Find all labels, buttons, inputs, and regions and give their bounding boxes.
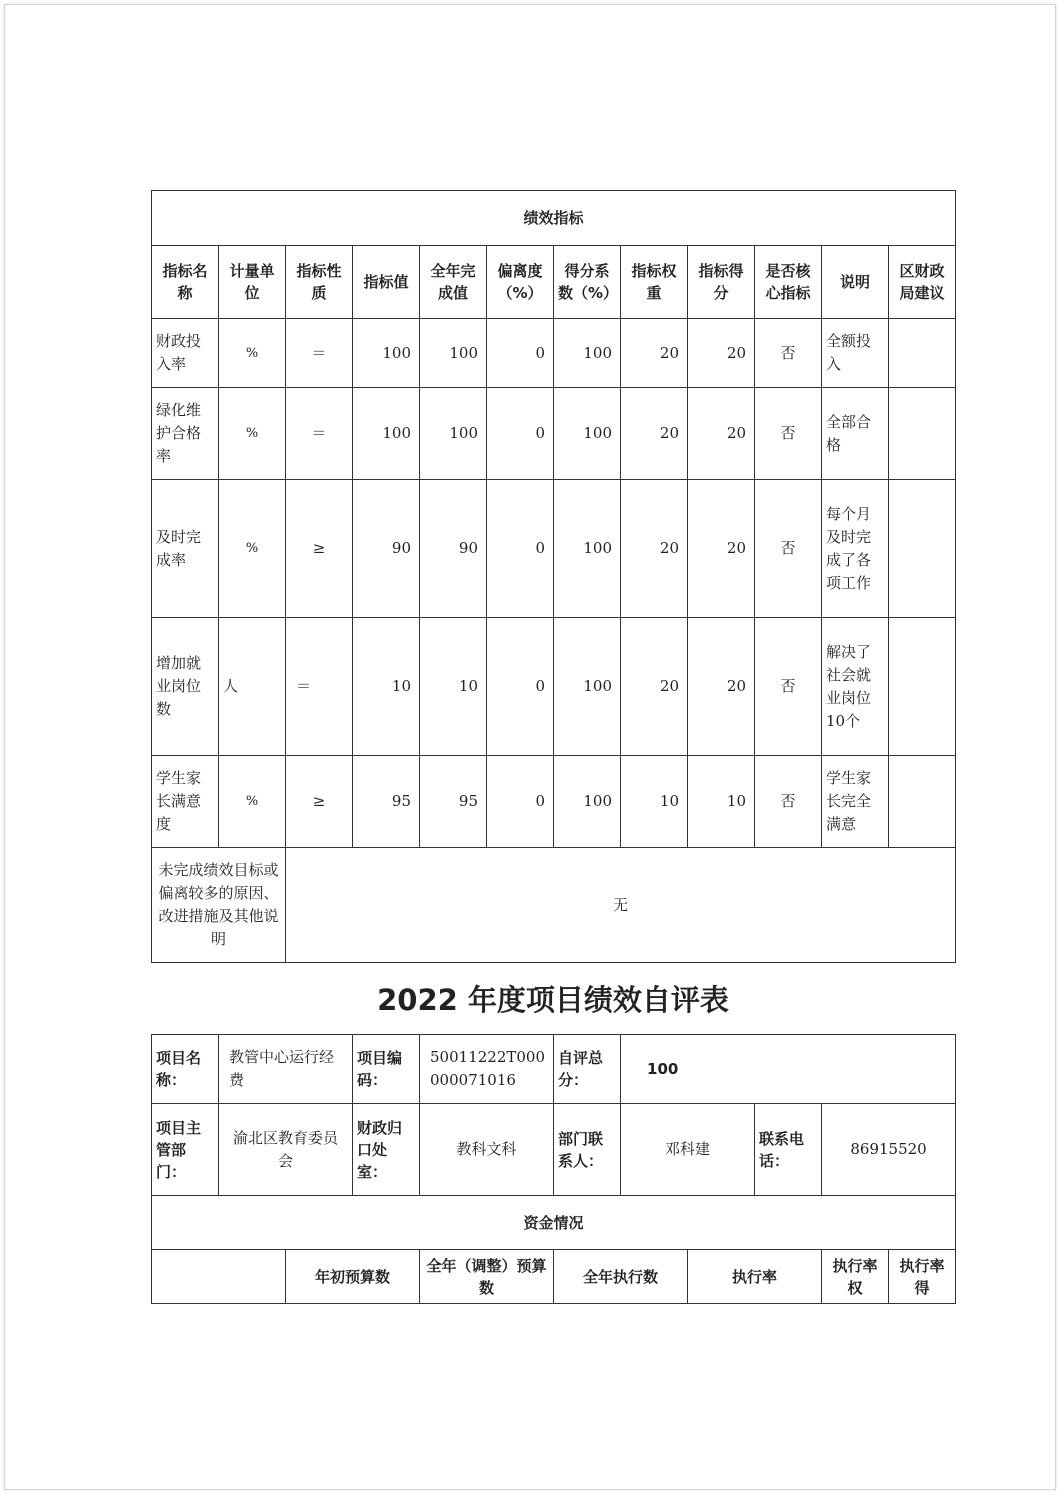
nature: ＝ <box>286 319 353 388</box>
target-value: 10 <box>353 618 420 756</box>
score-coefficient: 100 <box>554 618 621 756</box>
fund-header-adjusted-budget: 全年（调整）预算数 <box>420 1250 554 1304</box>
fund-header-blank <box>152 1250 286 1304</box>
header-indicator-name: 指标名称 <box>152 246 219 319</box>
header-unit: 计量单位 <box>219 246 286 319</box>
indicator-name: 及时完成率 <box>152 480 219 618</box>
table-row <box>152 618 956 756</box>
score-coefficient: 100 <box>554 388 621 480</box>
core-flag: 否 <box>755 756 822 848</box>
fund-header-rate-score: 执行率得 <box>889 1250 956 1304</box>
header-note: 说明 <box>822 246 889 319</box>
header-advice: 区财政局建议 <box>889 246 956 319</box>
weight: 20 <box>621 388 688 480</box>
performance-indicator-table <box>151 190 956 963</box>
advice <box>889 756 956 848</box>
actual-value: 100 <box>420 319 487 388</box>
header-score: 指标得分 <box>688 246 755 319</box>
target-value: 90 <box>353 480 420 618</box>
project-code-label: 项目编码： <box>353 1035 420 1104</box>
table-row <box>152 388 956 480</box>
deviation: 0 <box>487 618 554 756</box>
advice <box>889 388 956 480</box>
weight: 20 <box>621 480 688 618</box>
score: 20 <box>688 618 755 756</box>
unit: % <box>219 388 286 480</box>
weight: 10 <box>621 756 688 848</box>
unit: % <box>219 480 286 618</box>
actual-value: 95 <box>420 756 487 848</box>
table-row <box>152 319 956 388</box>
header-weight: 指标权重 <box>621 246 688 319</box>
finance-office-label: 财政归口处室： <box>353 1104 420 1196</box>
nature: ＝ <box>286 388 353 480</box>
indicator-name: 学生家长满意度 <box>152 756 219 848</box>
project-code: 50011222T000000071016 <box>420 1035 554 1104</box>
contact: 邓科建 <box>621 1104 755 1196</box>
advice <box>889 480 956 618</box>
unit: % <box>219 319 286 388</box>
score: 20 <box>688 388 755 480</box>
header-nature: 指标性质 <box>286 246 353 319</box>
fund-header-executed: 全年执行数 <box>554 1250 688 1304</box>
target-value: 100 <box>353 319 420 388</box>
header-target: 指标值 <box>353 246 420 319</box>
advice <box>889 618 956 756</box>
section-title: 绩效指标 <box>152 191 956 246</box>
reason-value: 无 <box>286 848 956 963</box>
weight: 20 <box>621 319 688 388</box>
deviation: 0 <box>487 319 554 388</box>
nature: ≥ <box>286 480 353 618</box>
table-row <box>152 756 956 848</box>
table-row <box>152 480 956 618</box>
phone-label: 联系电话： <box>755 1104 822 1196</box>
score: 10 <box>688 756 755 848</box>
self-score: 100 <box>621 1035 956 1104</box>
score-coefficient: 100 <box>554 756 621 848</box>
header-coefficient: 得分系数（%） <box>554 246 621 319</box>
phone: 86915520 <box>822 1104 956 1196</box>
note: 学生家长完全满意 <box>822 756 889 848</box>
finance-office: 教科文科 <box>420 1104 554 1196</box>
target-value: 95 <box>353 756 420 848</box>
score: 20 <box>688 480 755 618</box>
note: 全额投入 <box>822 319 889 388</box>
unit: 人 <box>219 618 286 756</box>
actual-value: 90 <box>420 480 487 618</box>
deviation: 0 <box>487 480 554 618</box>
score-coefficient: 100 <box>554 319 621 388</box>
note: 每个月及时完成了各项工作 <box>822 480 889 618</box>
fund-header-initial-budget: 年初预算数 <box>286 1250 420 1304</box>
deviation: 0 <box>487 756 554 848</box>
header-actual: 全年完成值 <box>420 246 487 319</box>
core-flag: 否 <box>755 618 822 756</box>
indicator-name: 财政投入率 <box>152 319 219 388</box>
indicator-name: 增加就业岗位数 <box>152 618 219 756</box>
project-name-label: 项目名称： <box>152 1035 219 1104</box>
reason-label: 未完成绩效目标或偏离较多的原因、改进措施及其他说明 <box>152 848 286 963</box>
dept-label: 项目主管部门： <box>152 1104 219 1196</box>
dept: 渝北区教育委员会 <box>219 1104 353 1196</box>
indicator-name: 绿化维护合格率 <box>152 388 219 480</box>
nature: ＝ <box>286 618 353 756</box>
note: 解决了社会就业岗位10个 <box>822 618 889 756</box>
contact-label: 部门联系人： <box>554 1104 621 1196</box>
note: 全部合格 <box>822 388 889 480</box>
project-info-table <box>151 1034 956 1304</box>
form-title: 2022 年度项目绩效自评表 <box>377 983 729 1017</box>
header-core: 是否核心指标 <box>755 246 822 319</box>
actual-value: 10 <box>420 618 487 756</box>
core-flag: 否 <box>755 480 822 618</box>
weight: 20 <box>621 618 688 756</box>
advice <box>889 319 956 388</box>
unit: % <box>219 756 286 848</box>
deviation: 0 <box>487 388 554 480</box>
score-coefficient: 100 <box>554 480 621 618</box>
fund-section-title: 资金情况 <box>152 1196 956 1250</box>
target-value: 100 <box>353 388 420 480</box>
core-flag: 否 <box>755 388 822 480</box>
header-deviation: 偏离度（%） <box>487 246 554 319</box>
actual-value: 100 <box>420 388 487 480</box>
score: 20 <box>688 319 755 388</box>
project-name: 教管中心运行经费 <box>219 1035 353 1104</box>
self-score-label: 自评总分： <box>554 1035 621 1104</box>
fund-header-execution-rate: 执行率 <box>688 1250 822 1304</box>
fund-header-rate-weight: 执行率权 <box>822 1250 889 1304</box>
nature: ≥ <box>286 756 353 848</box>
core-flag: 否 <box>755 319 822 388</box>
